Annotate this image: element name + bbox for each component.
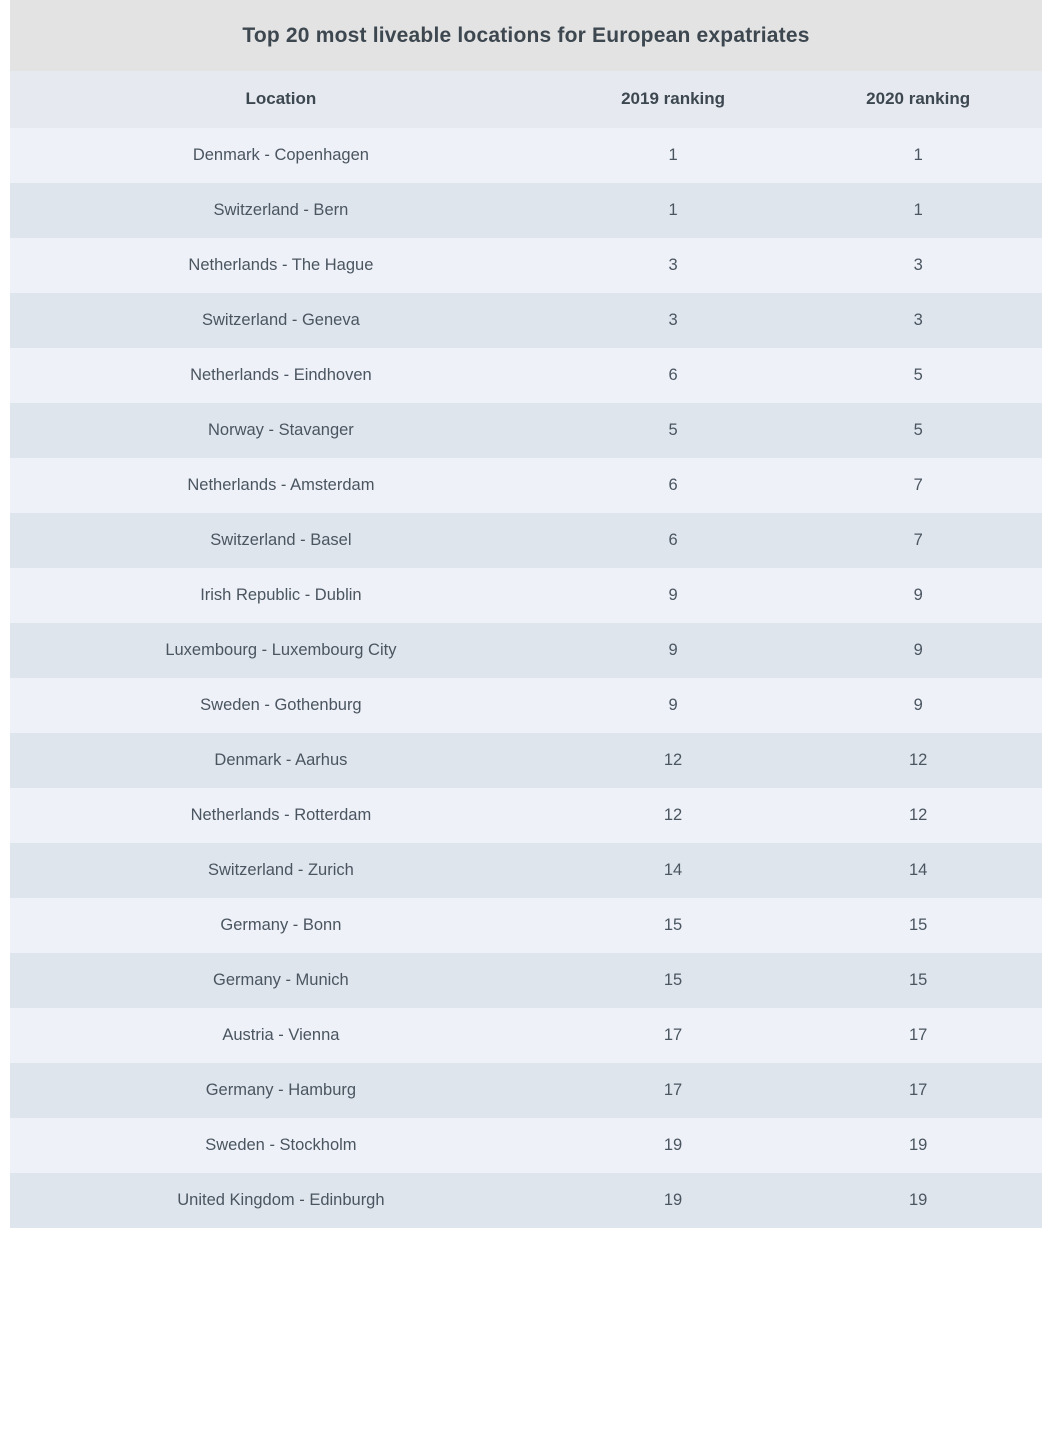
- cell-location: Luxembourg - Luxembourg City: [10, 623, 552, 678]
- cell-2020-ranking: 19: [794, 1173, 1042, 1228]
- cell-location: Germany - Hamburg: [10, 1063, 552, 1118]
- table-row: [10, 128, 1042, 183]
- liveable-locations-table: [10, 0, 1042, 1228]
- table-row: [10, 238, 1042, 293]
- cell-2019-ranking: 9: [552, 623, 795, 678]
- cell-2019-ranking: 17: [552, 1008, 795, 1063]
- cell-location: Switzerland - Bern: [10, 183, 552, 238]
- cell-2019-ranking: 19: [552, 1118, 795, 1173]
- cell-location: Netherlands - Eindhoven: [10, 348, 552, 403]
- table-row: [10, 1173, 1042, 1228]
- table-row: [10, 788, 1042, 843]
- cell-location: Sweden - Gothenburg: [10, 678, 552, 733]
- cell-location: Netherlands - The Hague: [10, 238, 552, 293]
- cell-location: Germany - Munich: [10, 953, 552, 1008]
- cell-2020-ranking: 5: [794, 403, 1042, 458]
- cell-2020-ranking: 17: [794, 1063, 1042, 1118]
- column-header-2019-ranking: 2019 ranking: [552, 71, 795, 128]
- table-row: [10, 678, 1042, 733]
- cell-location: United Kingdom - Edinburgh: [10, 1173, 552, 1228]
- cell-location: Sweden - Stockholm: [10, 1118, 552, 1173]
- cell-2020-ranking: 7: [794, 458, 1042, 513]
- table-row: [10, 403, 1042, 458]
- cell-2019-ranking: 19: [552, 1173, 795, 1228]
- cell-location: Switzerland - Zurich: [10, 843, 552, 898]
- cell-2019-ranking: 6: [552, 348, 795, 403]
- cell-2019-ranking: 15: [552, 953, 795, 1008]
- table-row: [10, 348, 1042, 403]
- table-header-row: [10, 71, 1042, 128]
- cell-2019-ranking: 17: [552, 1063, 795, 1118]
- cell-location: Norway - Stavanger: [10, 403, 552, 458]
- cell-2019-ranking: 14: [552, 843, 795, 898]
- cell-location: Switzerland - Basel: [10, 513, 552, 568]
- table-row: [10, 953, 1042, 1008]
- cell-2019-ranking: 15: [552, 898, 795, 953]
- cell-location: Denmark - Copenhagen: [10, 128, 552, 183]
- cell-2019-ranking: 12: [552, 788, 795, 843]
- cell-2020-ranking: 7: [794, 513, 1042, 568]
- cell-location: Netherlands - Amsterdam: [10, 458, 552, 513]
- cell-2020-ranking: 12: [794, 788, 1042, 843]
- page-title: Top 20 most liveable locations for European expatriates: [10, 0, 1042, 71]
- table-row: [10, 623, 1042, 678]
- cell-2020-ranking: 17: [794, 1008, 1042, 1063]
- cell-2020-ranking: 9: [794, 623, 1042, 678]
- cell-location: Austria - Vienna: [10, 1008, 552, 1063]
- cell-2020-ranking: 19: [794, 1118, 1042, 1173]
- cell-2019-ranking: 6: [552, 458, 795, 513]
- cell-2020-ranking: 1: [794, 183, 1042, 238]
- cell-2019-ranking: 3: [552, 293, 795, 348]
- cell-2020-ranking: 14: [794, 843, 1042, 898]
- cell-2020-ranking: 9: [794, 678, 1042, 733]
- cell-2020-ranking: 15: [794, 898, 1042, 953]
- cell-2020-ranking: 9: [794, 568, 1042, 623]
- table-row: [10, 1063, 1042, 1118]
- table-row: [10, 293, 1042, 348]
- table-row: [10, 733, 1042, 788]
- cell-location: Germany - Bonn: [10, 898, 552, 953]
- cell-location: Netherlands - Rotterdam: [10, 788, 552, 843]
- cell-2019-ranking: 9: [552, 678, 795, 733]
- cell-2020-ranking: 15: [794, 953, 1042, 1008]
- table-row: [10, 1118, 1042, 1173]
- table-row: [10, 568, 1042, 623]
- cell-2019-ranking: 9: [552, 568, 795, 623]
- cell-2019-ranking: 5: [552, 403, 795, 458]
- table-row: [10, 183, 1042, 238]
- column-header-location: Location: [10, 71, 552, 128]
- cell-2019-ranking: 1: [552, 183, 795, 238]
- cell-location: Irish Republic - Dublin: [10, 568, 552, 623]
- cell-2020-ranking: 12: [794, 733, 1042, 788]
- cell-location: Switzerland - Geneva: [10, 293, 552, 348]
- cell-2020-ranking: 1: [794, 128, 1042, 183]
- table-row: [10, 458, 1042, 513]
- table-row: [10, 843, 1042, 898]
- column-header-2020-ranking: 2020 ranking: [794, 71, 1042, 128]
- cell-2020-ranking: 3: [794, 238, 1042, 293]
- cell-2020-ranking: 3: [794, 293, 1042, 348]
- table-row: [10, 513, 1042, 568]
- cell-location: Denmark - Aarhus: [10, 733, 552, 788]
- table-row: [10, 898, 1042, 953]
- table-body: [10, 128, 1042, 1228]
- cell-2019-ranking: 3: [552, 238, 795, 293]
- cell-2019-ranking: 1: [552, 128, 795, 183]
- table-row: [10, 1008, 1042, 1063]
- cell-2020-ranking: 5: [794, 348, 1042, 403]
- table-header: [10, 71, 1042, 128]
- cell-2019-ranking: 12: [552, 733, 795, 788]
- cell-2019-ranking: 6: [552, 513, 795, 568]
